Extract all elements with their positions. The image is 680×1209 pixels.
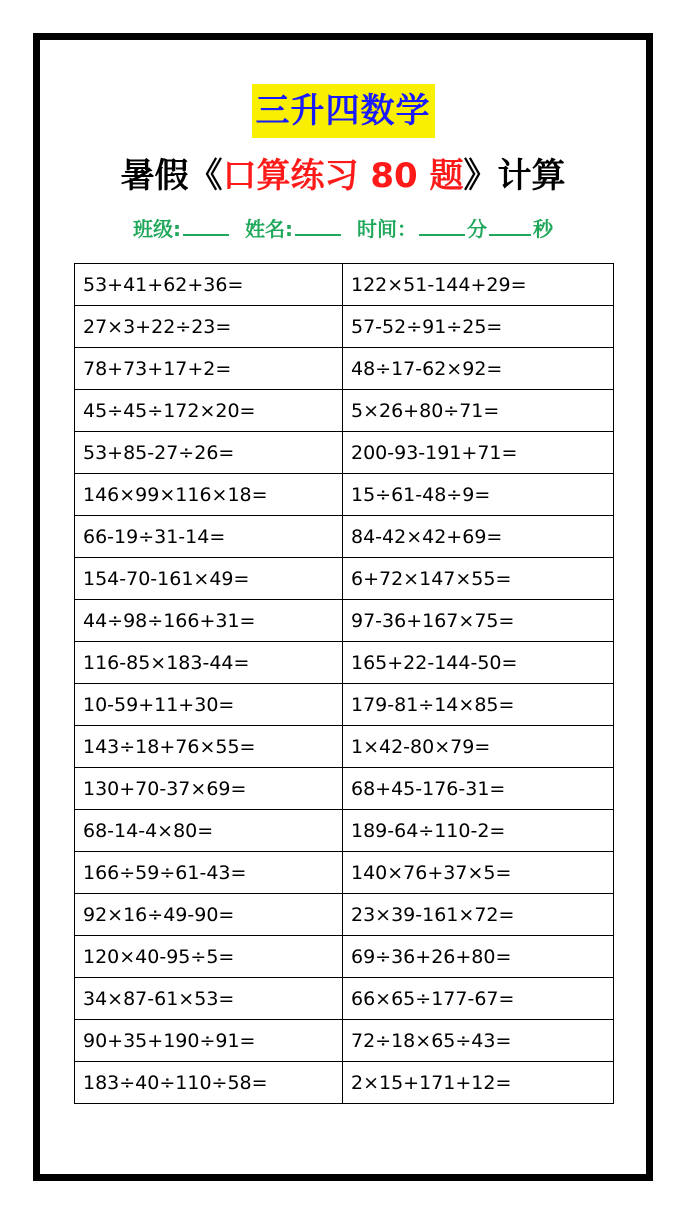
class-blank[interactable] <box>183 212 229 236</box>
table-row <box>75 516 614 558</box>
table-row <box>75 936 614 978</box>
table-row <box>75 558 614 600</box>
problem-cell: 97-36+167×75= <box>343 600 614 642</box>
problem-cell: 200-93-191+71= <box>343 432 614 474</box>
problem-cell: 143÷18+76×55= <box>75 726 343 768</box>
problem-cell: 44÷98÷166+31= <box>75 600 343 642</box>
problem-cell: 84-42×42+69= <box>343 516 614 558</box>
table-row <box>75 852 614 894</box>
problem-cell: 78+73+17+2= <box>75 348 343 390</box>
problem-cell: 189-64÷110-2= <box>343 810 614 852</box>
subtitle <box>40 152 646 200</box>
problem-cell: 1×42-80×79= <box>343 726 614 768</box>
problem-cell: 92×16÷49-90= <box>75 894 343 936</box>
table-row <box>75 978 614 1020</box>
problem-table <box>74 263 614 1104</box>
subtitle-highlight: 口算练习 80 题 <box>222 156 464 196</box>
time-label: 时间： <box>357 217 417 241</box>
problem-cell: 57-52÷91÷25= <box>343 306 614 348</box>
subtitle-pre: 暑假《 <box>120 156 223 196</box>
problem-cell: 90+35+190÷91= <box>75 1020 343 1062</box>
table-row <box>75 1020 614 1062</box>
class-label: 班级: <box>133 217 181 241</box>
problem-cell: 116-85×183-44= <box>75 642 343 684</box>
table-row <box>75 600 614 642</box>
page-title: 三升四数学 <box>252 84 435 138</box>
subtitle-post: 》计算 <box>463 156 566 196</box>
problem-cell: 2×15+171+12= <box>343 1062 614 1104</box>
table-row <box>75 768 614 810</box>
table-row <box>75 306 614 348</box>
name-blank[interactable] <box>295 212 341 236</box>
table-row <box>75 810 614 852</box>
problem-cell: 146×99×116×18= <box>75 474 343 516</box>
problem-cell: 53+85-27÷26= <box>75 432 343 474</box>
problem-cell: 140×76+37×5= <box>343 852 614 894</box>
problem-cell: 130+70-37×69= <box>75 768 343 810</box>
problem-cell: 45÷45÷172×20= <box>75 390 343 432</box>
problem-cell: 120×40-95÷5= <box>75 936 343 978</box>
problem-cell: 68-14-4×80= <box>75 810 343 852</box>
problem-cell: 23×39-161×72= <box>343 894 614 936</box>
problem-cell: 183÷40÷110÷58= <box>75 1062 343 1104</box>
problem-cell: 27×3+22÷23= <box>75 306 343 348</box>
minute-blank[interactable] <box>419 212 465 236</box>
problem-cell: 34×87-61×53= <box>75 978 343 1020</box>
table-row <box>75 684 614 726</box>
table-row <box>75 726 614 768</box>
problem-cell: 6+72×147×55= <box>343 558 614 600</box>
problem-cell: 5×26+80÷71= <box>343 390 614 432</box>
table-row <box>75 1062 614 1104</box>
problem-cell: 72÷18×65÷43= <box>343 1020 614 1062</box>
title-wrap <box>40 84 646 138</box>
problem-cell: 66×65÷177-67= <box>343 978 614 1020</box>
problem-cell: 179-81÷14×85= <box>343 684 614 726</box>
table-row <box>75 432 614 474</box>
problem-cell: 53+41+62+36= <box>75 264 343 306</box>
second-label: 秒 <box>533 217 553 241</box>
problem-cell: 166÷59÷61-43= <box>75 852 343 894</box>
page-border <box>33 33 653 1181</box>
name-label: 姓名: <box>245 217 293 241</box>
table-row <box>75 642 614 684</box>
table-row <box>75 390 614 432</box>
second-blank[interactable] <box>489 212 531 236</box>
problem-cell: 15÷61-48÷9= <box>343 474 614 516</box>
problem-cell: 122×51-144+29= <box>343 264 614 306</box>
problem-cell: 48÷17-62×92= <box>343 348 614 390</box>
problem-cell: 69÷36+26+80= <box>343 936 614 978</box>
table-row <box>75 264 614 306</box>
table-row <box>75 348 614 390</box>
info-line <box>40 212 646 244</box>
problem-cell: 68+45-176-31= <box>343 768 614 810</box>
table-row <box>75 894 614 936</box>
table-row <box>75 474 614 516</box>
problem-cell: 165+22-144-50= <box>343 642 614 684</box>
problem-cell: 66-19÷31-14= <box>75 516 343 558</box>
minute-label: 分 <box>467 217 487 241</box>
problem-cell: 10-59+11+30= <box>75 684 343 726</box>
problem-cell: 154-70-161×49= <box>75 558 343 600</box>
